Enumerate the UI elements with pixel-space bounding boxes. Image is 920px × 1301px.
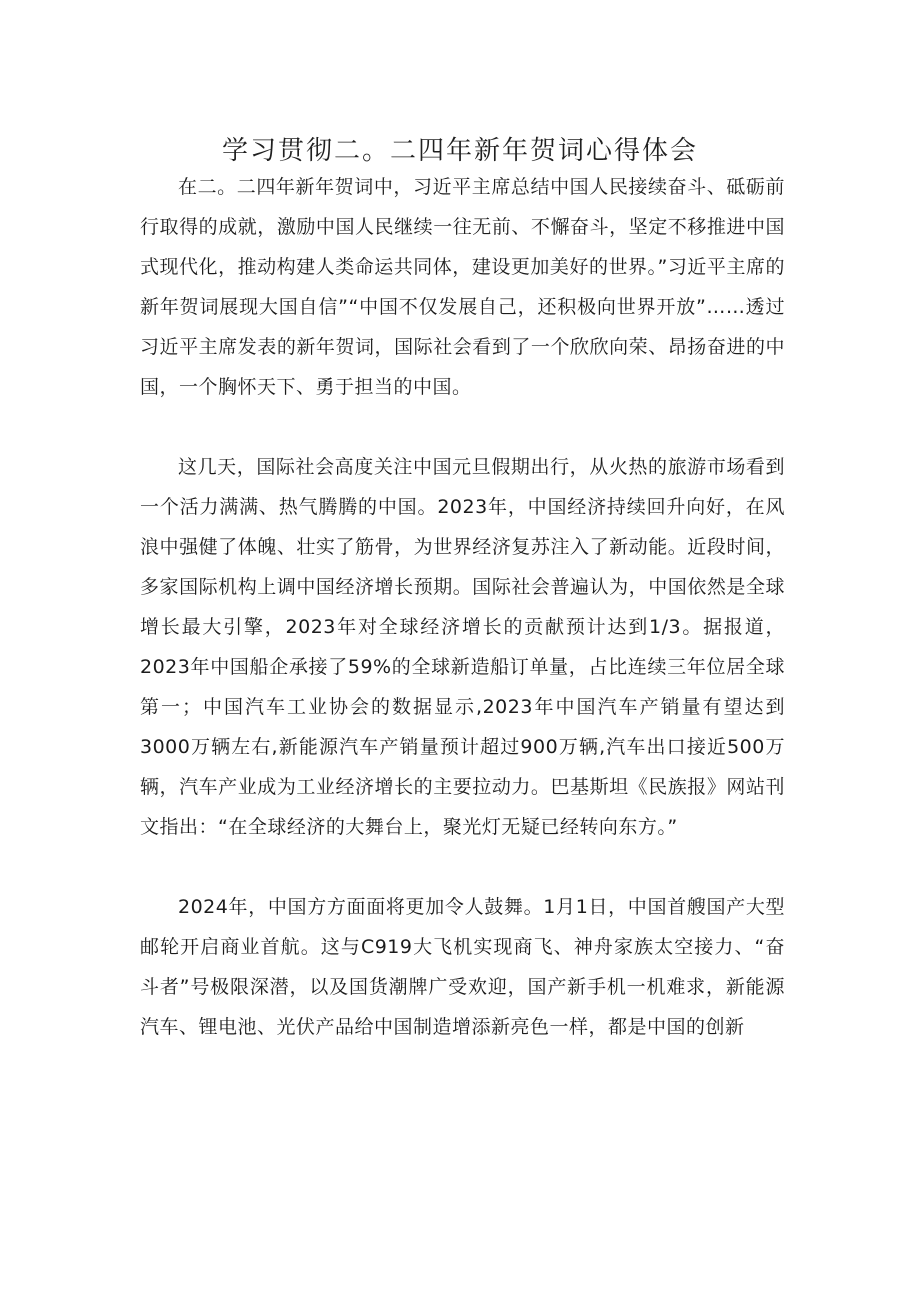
paragraph-1: 在二。二四年新年贺词中，习近平主席总结中国人民接续奋斗、砥砺前行取得的成就，激励中国人民继续一往无前、不懈奋斗，坚定不移推进中国式现代化，推动构建人类命运共同体，建设更加美好的世界。”习近平主席的新年贺词展现大国自信”“中国不仅发展自己，还积极向世界开放”……透过习近平主席发表的新年贺词，国际社会看到了一个欣欣向荣、昂扬奋进的中国，一个胸怀天下、勇于担当的中国。 [140, 176, 785, 398]
document-body [140, 167, 785, 1047]
document-title: 学习贯彻二。二四年新年贺词心得体会 [221, 136, 698, 166]
paragraph-3: 2024年，中国方方面面将更加令人鼓舞。1月1日，中国首艘国产大型邮轮开启商业首航。这与C919大飞机实现商飞、神舟家族太空接力、“奋斗者”号极限深潜，以及国货潮牌广受欢迎，国产新手机一机难求，新能源汽车、锂电池、光伏产品给中国制造增添新亮色一样，都是中国的创新 [140, 896, 785, 1038]
paragraph-2: 这几天，国际社会高度关注中国元旦假期出行，从火热的旅游市场看到一个活力满满、热气腾腾的中国。2023年，中国经济持续回升向好，在风浪中强健了体魄、壮实了筋骨，为世界经济复苏注入了新动能。近段时间，多家国际机构上调中国经济增长预期。国际社会普遍认为，中国依然是全球增长最大引擎，2023年对全球经济增长的贡献预计达到1/3。据报道，2023年中国船企承接了59%的全球新造船订单量，占比连续三年位居全球第一；中国汽车工业协会的数据显示,2023年中国汽车产销量有望达到3000万辆左右,新能源汽车产销量预计超过900万辆,汽车出口接近500万辆，汽车产业成为工业经济增长的主要拉动力。巴基斯坦《民族报》网站刊文指出：“在全球经济的大舞台上，聚光灯无疑已经转向东方。” [140, 456, 785, 838]
